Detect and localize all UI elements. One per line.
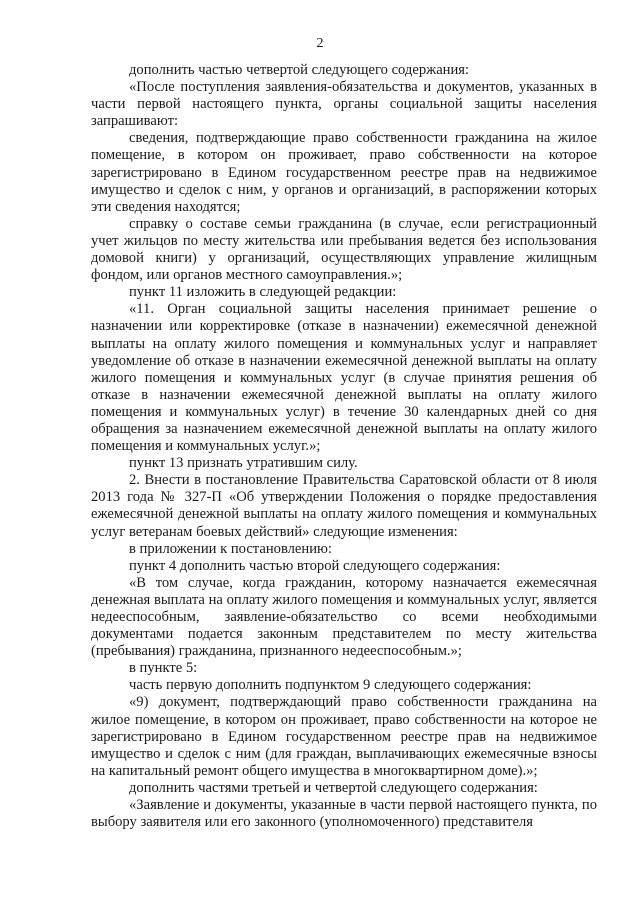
paragraph: дополнить частями третьей и четвертой следующего содержания: <box>129 779 538 796</box>
paragraph: часть первую дополнить подпунктом 9 следующего содержания: <box>129 677 532 694</box>
paragraph: «После поступления заявления-обязательства и документов, указанных в части первой настоящего пункта, органы социальной защиты населения запрашивают: <box>91 79 597 130</box>
paragraph: пункт 13 признать утратившим силу. <box>129 455 358 472</box>
paragraph: «В том случае, когда гражданин, которому назначается ежемесячная денежная выплата на оплату жилого помещения и коммунальных услуг, является недееспособным, заявление-обязательство со всеми необходимыми документами подается законным представителем по месту жительства (пребывания) гражданина, признанного недееспособным.»; <box>91 574 597 660</box>
paragraph: сведения, подтверждающие право собственности гражданина на жилое помещение, в котором он проживает, право собственности на которое зарегистрировано в Едином государственном реестре прав на недвижимое имущество и сделок с ним, у органов и организаций, в распоряжении которых эти сведения находятся; <box>91 130 597 215</box>
paragraph: пункт 11 изложить в следующей редакции: <box>129 284 397 301</box>
paragraph: в пункте 5: <box>129 660 198 677</box>
page-number: 2 <box>316 36 324 51</box>
paragraph: справку о составе семьи гражданина (в случае, если регистрационный учет жильцов по месту жительства или пребывания ведется без использования домовой книги) у организаций, осуществляющих управление жилищным фондом, или органов местного самоуправления.»; <box>91 215 597 284</box>
paragraph: «Заявление и документы, указанные в части первой настоящего пункта, по выбору заявителя или его законного (уполномоченного) представителя <box>91 797 597 831</box>
paragraph: «11. Орган социальной защиты населения принимает решение о назначении или корректировке (отказе в назначении) ежемесячной денежной выплаты на оплату жилого помещения и коммунальных услуг и направляет уведомление об отказе в назначении ежемесячной денежной выплаты на оплату жилого помещения и коммунальных услуг (в случае принятия решения об отказе в назначении ежемесячной денежной выплаты на оплату жилого помещения и коммунальных услуг) в течение 30 календарных дней со дня обращения за назначением ежемесячной денежной выплаты на оплату жилого помещения и коммунальных услуг.»; <box>91 301 597 455</box>
paragraph: в приложении к постановлению: <box>129 540 332 557</box>
paragraph: пункт 4 дополнить частью второй следующего содержания: <box>129 557 501 574</box>
document-body <box>91 62 597 831</box>
paragraph: «9) документ, подтверждающий право собственности гражданина на жилое помещение, в котором он проживает, право собственности на которое не зарегистрировано в Едином государственном реестре прав на недвижимое имущество и сделок с ним (для граждан, выплачивающих ежемесячные взносы на капитальный ремонт общего имущества в многоквартирном доме).»; <box>91 694 597 779</box>
paragraph: дополнить частью четвертой следующего содержания: <box>129 62 470 78</box>
paragraph: 2. Внести в постановление Правительства Саратовской области от 8 июля 2013 года № 327-П «Об утверждении Положения о порядке предоставления ежемесячной денежной выплаты на оплату жилого помещения и коммунальных услуг ветеранам боевых действий» следующие изменения: <box>91 472 597 540</box>
